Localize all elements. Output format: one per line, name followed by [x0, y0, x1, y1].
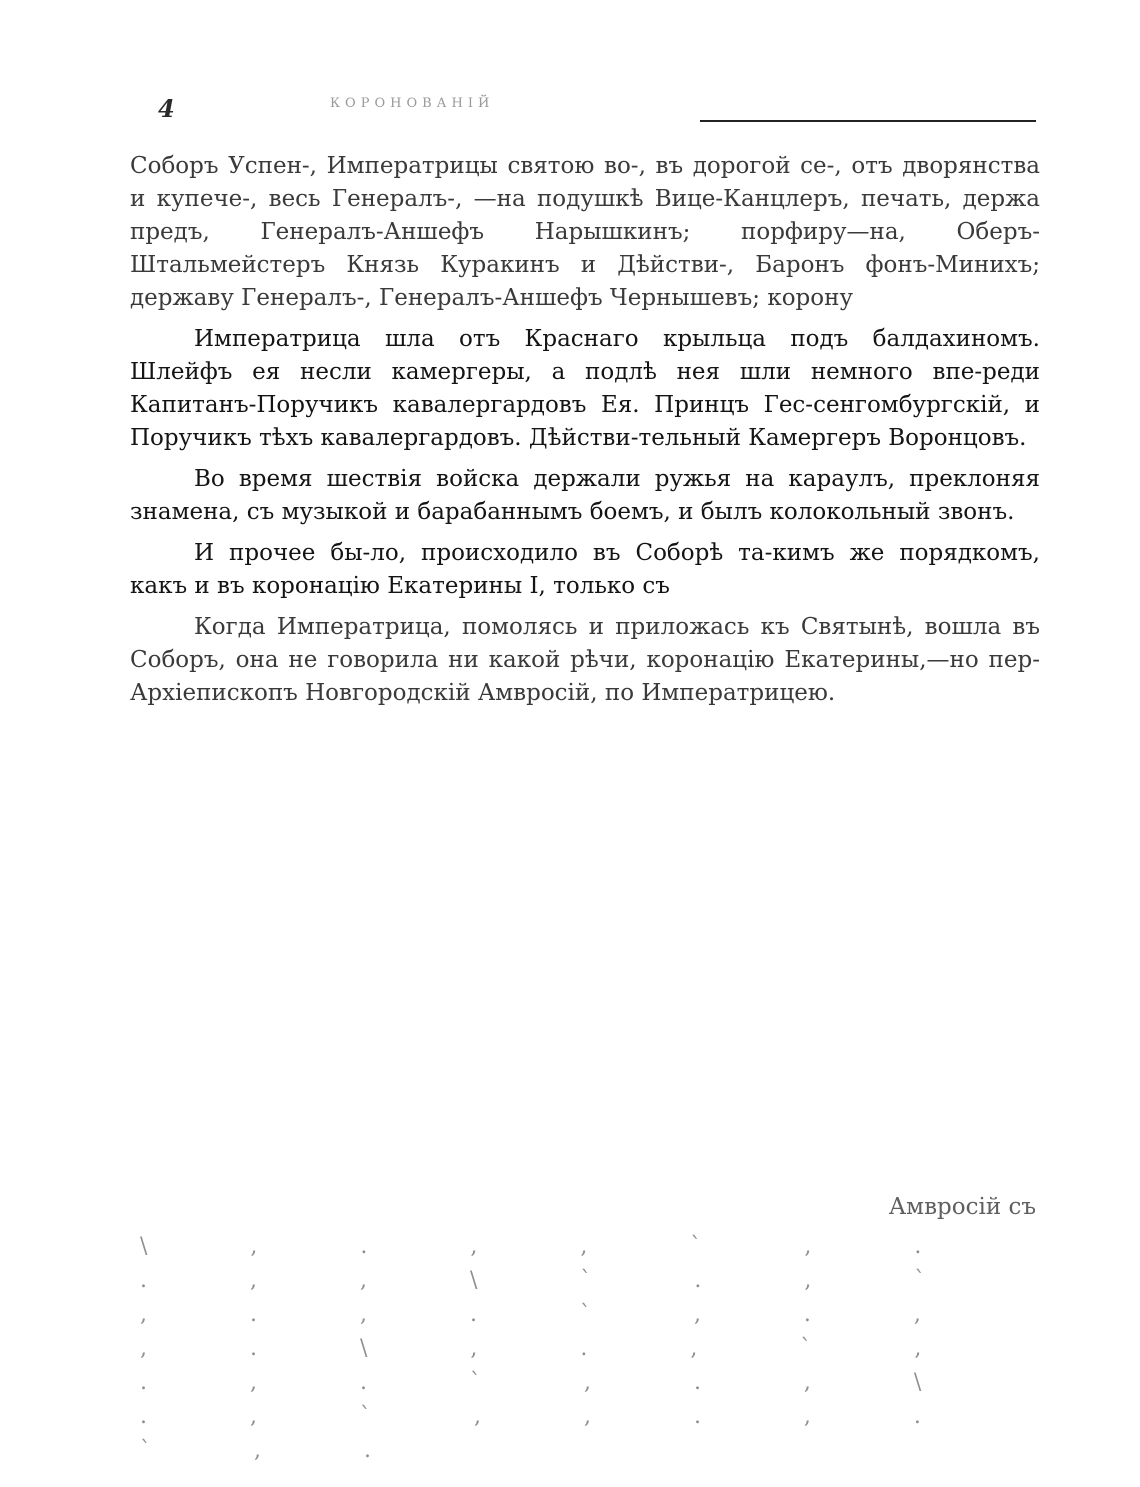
paragraph-empress-walk: Императрица шла отъ Краснаго крыльца подъ балдахиномъ. Шлейфъ ея несли камергеры, а подлѣ нея шли немного впе-реди Капитанъ-Поручикъ кавалергардовъ Ея. Принцъ Гес-сенгомбургскій, и Поручикъ тѣхъ кавалергардовъ. Дѣйстви-тельный Камергеръ Воронцовъ. [130, 326, 1040, 451]
paragraph-empress-entered: Когда Императрица, помолясь и приложась къ Святынѣ, вошла въ Соборъ, она не говорила ни какой рѣчи, коронацію Екатерины,—но пер-Архіепископъ Новгородскій Амвросій, по Императрицею. [130, 614, 1040, 706]
header-rule [700, 120, 1036, 122]
paragraph-procession: Соборъ Успен-, Императрицы святою во-, въ дорогой се-, отъ дворянства и купече-, весь Генералъ-, —на подушкѣ Вице-Канцлеръ, печать, держа предъ, Генералъ-Аншефъ Нарышкинъ; порфиру—на, Оберъ-Штальмейстеръ Князь Куракинъ и Дѣйстви-, Баронъ фонъ-Минихъ; державу Генералъ-, Генералъ-Аншефъ Чернышевъ; корону [130, 153, 1040, 311]
paragraph-cathedral-order: И прочее бы-ло, происходило въ Соборѣ та-кимъ же порядкомъ, какъ и въ коронацію Екатерины I, только съ [130, 540, 1040, 599]
scan-dropout-marks: \ , . , , ` , . . , , \ ` . , ` , . , . ` , . , , . \ , . , ` , . , . ` , . , \ . , ` , , . , . ` , . [140, 1234, 974, 1463]
page-number: 4 [158, 94, 175, 123]
text-column [130, 150, 1040, 718]
running-head: КОРОНОВАНІЙ [330, 96, 495, 111]
paragraph-troops: Во время шествія войска держали ружья на караулъ, преклоняя знамена, съ музыкой и барабаннымъ боемъ, и былъ колокольный звонъ. [130, 466, 1040, 525]
faded-text-fragment: Амвросій съ [888, 1194, 1036, 1220]
